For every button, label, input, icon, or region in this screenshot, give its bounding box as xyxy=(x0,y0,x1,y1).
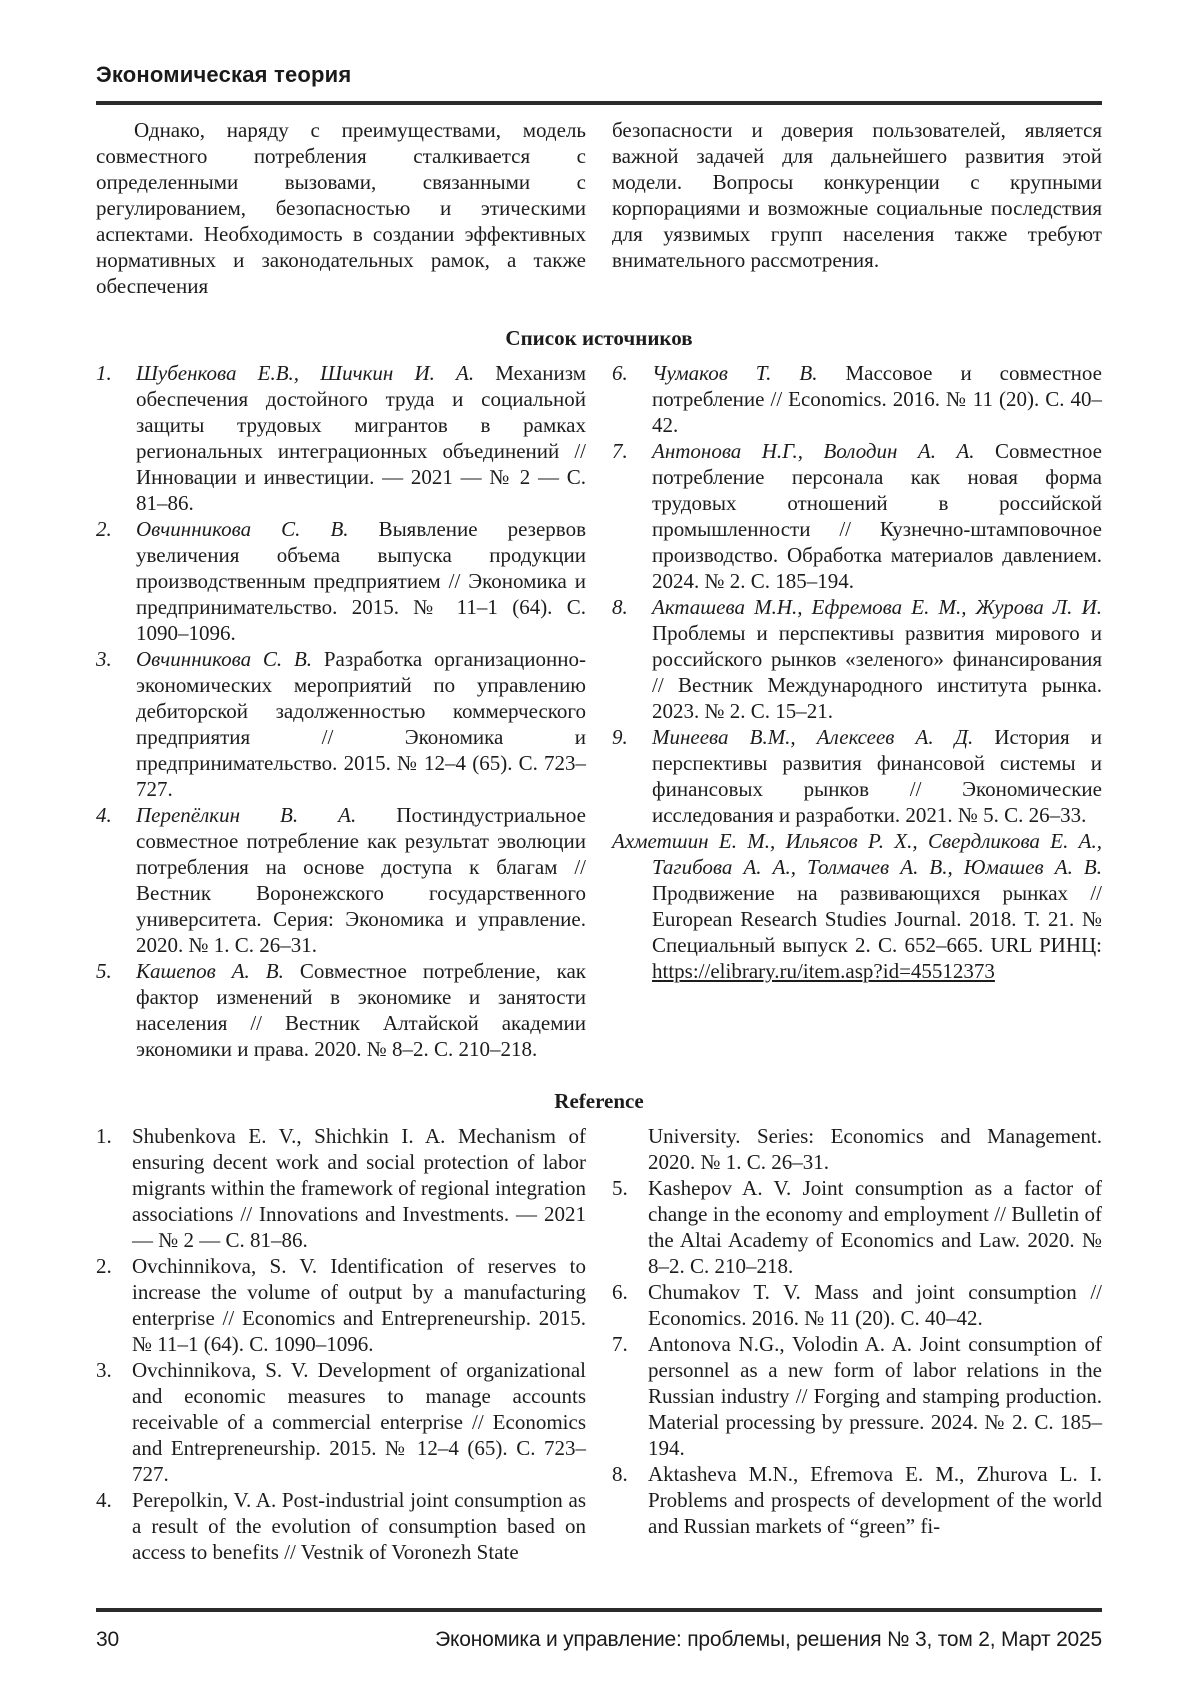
ref-text: Ovchinnikova, S. V. Identification of reserves to increase the volume of output by a manufacturing enterprise // Economics and Entrepreneurship. 2015. № 11–1 (64). С. 1090–1096. xyxy=(132,1254,586,1356)
ref-number: 6. xyxy=(612,361,628,385)
ref-number: 4. xyxy=(96,1488,112,1512)
reference-item xyxy=(96,1253,586,1357)
intro-section xyxy=(96,117,1102,299)
ref-text: Совместное потребление персонала как новая форма трудовых отношений в российской промышленности // Кузнечно-штамповочное производство. Обработка материалов давлением. 2024. № 2. С. 185–194. xyxy=(652,439,1102,593)
ref-text: Продвижение на развивающихся рынках // European Research Studies Journal. 2018. Т. 21. № Специальный выпуск 2. С. 652–665. URL РИНЦ: xyxy=(652,881,1102,957)
intro-paragraph-left: Однако, наряду с преимуществами, модель совместного потребления сталкивается с определенными вызовами, связанными с регулированием, безопасностью и этическими аспектами. Необходимость в создании эффективных нормативных и законодательных рамок, а также обеспечения xyxy=(96,118,586,298)
page-header xyxy=(96,62,1102,105)
ref-text: Выявление резервов увеличения объема выпуска продукции производственным предприятием // Экономика и предпринимательство. 2015. № 11–1 (64). С. 1090–1096. xyxy=(136,517,586,645)
ref-text: История и перспективы развития финансовой системы и финансовых рынков // Экономические исследования и разработки. 2021. № 5. С. 26–33. xyxy=(652,725,1102,827)
reference-item xyxy=(612,1461,1102,1539)
ref-text: University. Series: Economics and Management. 2020. № 1. С. 26–31. xyxy=(648,1124,1102,1174)
reference-item-unnumbered xyxy=(612,828,1102,984)
ref-number: 6. xyxy=(612,1280,628,1304)
sources-left-column xyxy=(96,360,586,1062)
intro-right-column xyxy=(612,117,1102,299)
ref-text: Antonova N.G., Volodin A. A. Joint consumption of personnel as a new form of labor relations in the Russian industry // Forging and stamping production. Material processing by pressure. 2024. № 2. С. 185–194. xyxy=(648,1332,1102,1460)
ref-text: Разработка организационно-экономических мероприятий по управлению дебиторской задолженностью коммерческого предприятия // Экономика и предпринимательство. 2015. № 12–4 (65). С. 723–727. xyxy=(136,647,586,801)
ref-text: Ovchinnikova, S. V. Development of organizational and economic measures to manage accounts receivable of a commercial enterprise // Economics and Entrepreneurship. 2015. № 12–4 (65). С. 723–727. xyxy=(132,1358,586,1486)
ref-number: 7. xyxy=(612,1332,628,1356)
reference-item xyxy=(612,594,1102,724)
footer-rule xyxy=(96,1608,1102,1612)
ref-text: Массовое и совместное потребление // Economics. 2016. № 11 (20). С. 40–42. xyxy=(652,361,1103,437)
page-number: 30 xyxy=(96,1628,119,1651)
ref-text: Механизм обеспечения достойного труда и социальной защиты трудовых мигрантов в рамках региональных интеграционных объединений // Инновации и инвестиции. — 2021 — № 2 — С. 81–86. xyxy=(136,361,586,515)
reference-item xyxy=(96,802,586,958)
reference-item xyxy=(612,438,1102,594)
ref-text: Постиндустриальное совместное потребление как результат эволюции потребления на основе доступа к благам // Вестник Воронежского государственного университета. Серия: Экономика и управление. 2020. № 1. С. 26–31. xyxy=(136,803,586,957)
reference-item-continuation xyxy=(612,1123,1102,1175)
ref-author: Овчинникова С. В. xyxy=(136,647,313,671)
ref-number: 3. xyxy=(96,647,112,671)
ref-number: 7. xyxy=(612,439,628,463)
ref-author: Шубенкова Е.В., Шичкин И. А. xyxy=(136,361,475,385)
reference-right-column xyxy=(612,1123,1102,1565)
elibrary-link[interactable]: https://elibrary.ru/item.asp?id=45512373 xyxy=(652,959,995,983)
reference-item xyxy=(612,1279,1102,1331)
journal-title-line: Экономика и управление: проблемы, решения № 3, том 2, Март 2025 xyxy=(435,1628,1102,1651)
ref-text: Shubenkova E. V., Shichkin I. A. Mechanism of ensuring decent work and social protection of labor migrants within the framework of regional integration associations // Innovations and Investments. — 2021 — № 2 — С. 81–86. xyxy=(132,1124,586,1252)
ref-author: Ахметшин Е. М., Ильясов Р. Х., Свердликова Е. А., Тагибова А. А., Толмачев А. В., Юмашев А. В. xyxy=(612,829,1102,879)
ref-author: Антонова Н.Г., Володин А. А. xyxy=(652,439,975,463)
ref-number: 2. xyxy=(96,1254,112,1278)
ref-author: Минеева В.М., Алексеев А. Д. xyxy=(652,725,974,749)
reference-item xyxy=(96,958,586,1062)
ref-author: Акташева М.Н., Ефремова Е. М., Журова Л. И. xyxy=(652,595,1102,619)
reference-item xyxy=(96,516,586,646)
page-title: Экономическая теория xyxy=(96,62,352,87)
ref-number xyxy=(612,1123,648,1175)
ref-number: 1. xyxy=(96,1124,112,1148)
sources-right-column xyxy=(612,360,1102,1062)
sources-section xyxy=(96,360,1102,1062)
reference-heading: Reference xyxy=(554,1089,644,1113)
ref-number: 8. xyxy=(612,595,628,619)
ref-text: Aktasheva M.N., Efremova E. M., Zhurova L. I. Problems and prospects of development of the world and Russian markets of “green” fi- xyxy=(648,1462,1102,1538)
reference-item xyxy=(612,1175,1102,1279)
ref-text: Kashepov A. V. Joint consumption as a factor of change in the economy and employment // Bulletin of the Altai Academy of Economics and Law. 2020. № 8–2. С. 210–218. xyxy=(648,1176,1102,1278)
ref-number: 8. xyxy=(612,1462,628,1486)
ref-text: Perepolkin, V. A. Post-industrial joint consumption as a result of the evolution of consumption based on access to benefits // Vestnik of Voronezh State xyxy=(132,1488,586,1564)
reference-item xyxy=(96,1357,586,1487)
ref-text: Chumakov T. V. Mass and joint consumption // Economics. 2016. № 11 (20). С. 40–42. xyxy=(648,1280,1102,1330)
reference-item xyxy=(96,646,586,802)
ref-number: 2. xyxy=(96,517,112,541)
reference-left-column xyxy=(96,1123,586,1565)
page-footer xyxy=(96,1608,1102,1652)
reference-item xyxy=(96,360,586,516)
ref-author: Кашепов А. В. xyxy=(136,959,284,983)
ref-number: 3. xyxy=(96,1358,112,1382)
ref-number: 5. xyxy=(96,959,112,983)
reference-item xyxy=(612,1331,1102,1461)
ref-number: 1. xyxy=(96,361,112,385)
ref-number: 9. xyxy=(612,725,628,749)
intro-left-column xyxy=(96,117,586,299)
intro-paragraph-right: безопасности и доверия пользователей, является важной задачей для дальнейшего развития этой модели. Вопросы конкуренции с крупными корпорациями и возможные социальные последствия для уязвимых групп населения также требуют внимательного рассмотрения. xyxy=(612,118,1102,272)
ref-text: Совместное потребление, как фактор изменений в экономике и занятости населения // Вестник Алтайской академии экономики и права. 2020. № 8–2. С. 210–218. xyxy=(136,959,586,1061)
ref-author: Перепёлкин В. А. xyxy=(136,803,357,827)
reference-item xyxy=(612,724,1102,828)
ref-author: Овчинникова С. В. xyxy=(136,517,349,541)
header-rule xyxy=(96,101,1102,105)
ref-number: 5. xyxy=(612,1176,628,1200)
ref-author: Чумаков Т. В. xyxy=(652,361,818,385)
ref-number: 4. xyxy=(96,803,112,827)
reference-item xyxy=(612,360,1102,438)
reference-item xyxy=(96,1123,586,1253)
ref-text: Проблемы и перспективы развития мирового и российского рынков «зеленого» финансирования // Вестник Международного института рынка. 2023. № 2. С. 15–21. xyxy=(652,621,1102,723)
sources-heading: Список источников xyxy=(505,326,693,350)
reference-item xyxy=(96,1487,586,1565)
reference-section xyxy=(96,1123,1102,1565)
